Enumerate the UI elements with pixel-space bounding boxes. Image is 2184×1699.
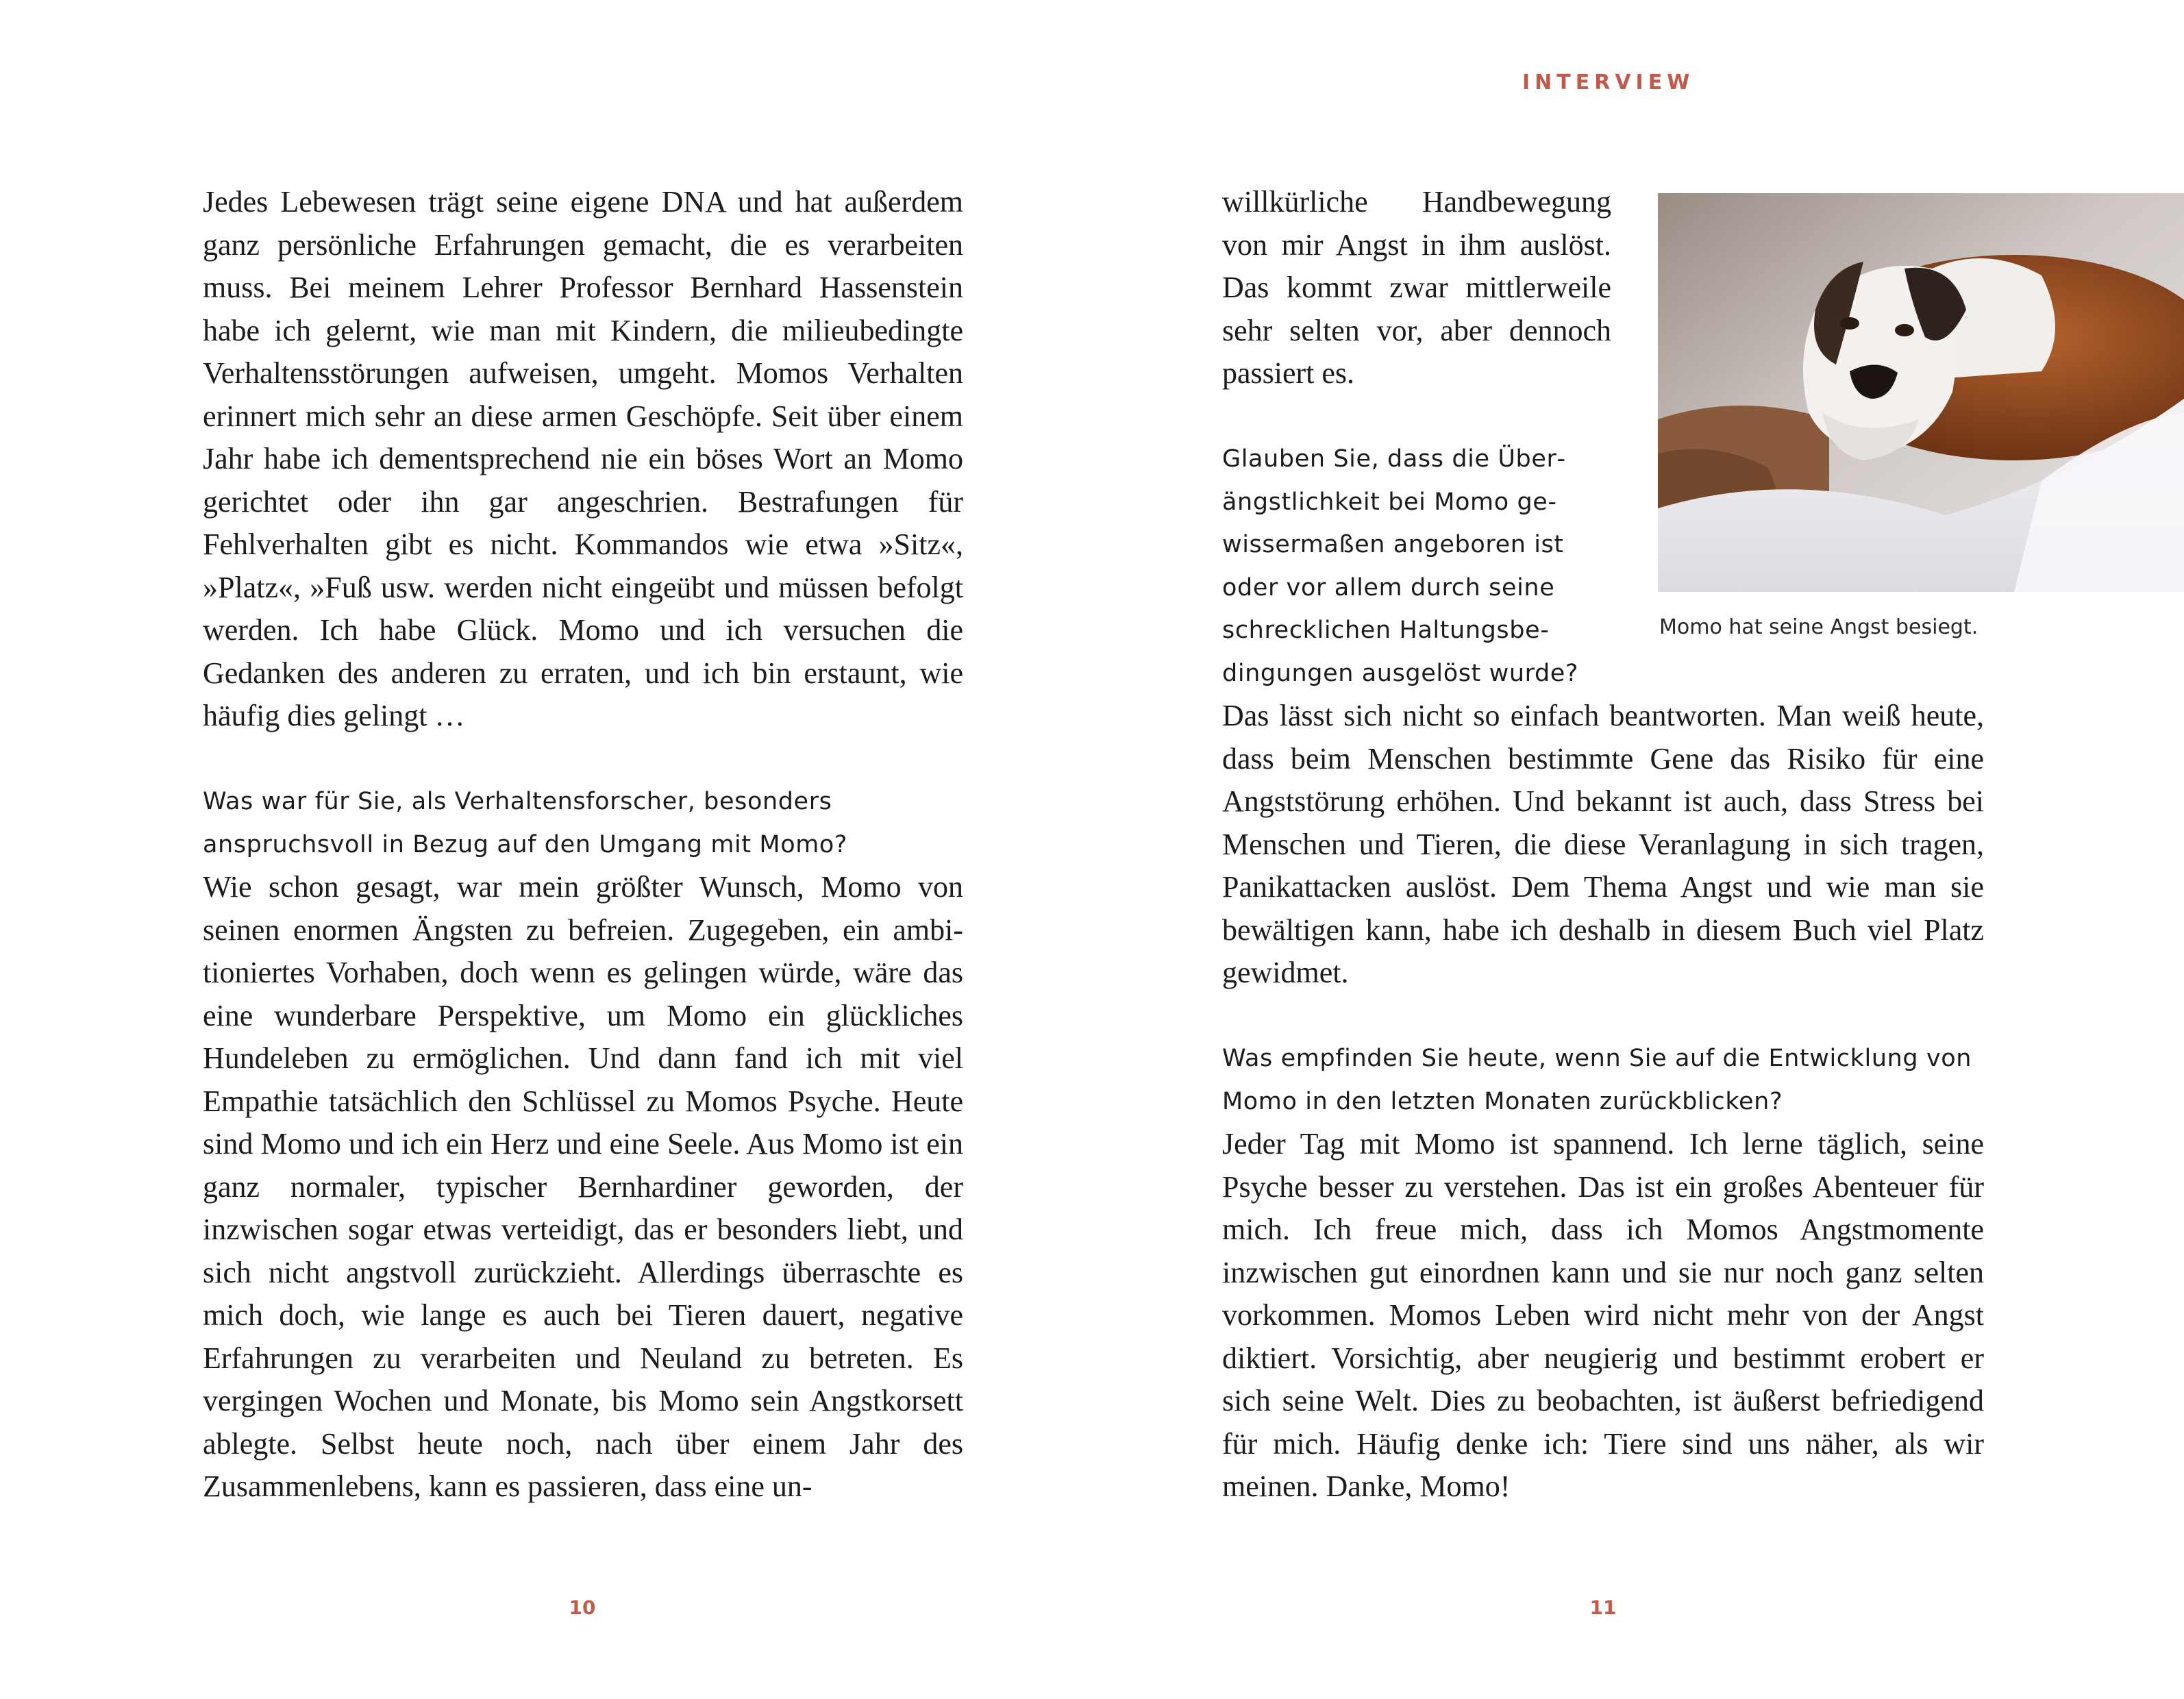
page-number-left: 10 [569,1596,596,1619]
left-interview-question: Was war für Sie, als Verhaltensforscher, besonders anspruchsvoll in Bezug auf den Umgang mit Momo? [203,788,848,858]
right-interview-question-1: Glauben Sie, dass die Überängstlichkeit bei Momo gewissermaßen angeboren ist oder vor allem durch seine schrecklichen Haltungsbedingungen ausgelöst wurde? [1222,445,1579,687]
left-paragraph-1: Jedes Lebewesen trägt seine eigene DNA und hat außerdem ganz persönliche Erfahrungen gemacht, die es verarbeiten muss. Bei meinem Lehrer Professor Bernhard Hassenstein habe ich gelernt, wie man mit Kindern, die milieubedingte Verhaltensstörungen aufweisen, umgeht. Momos Verhalten erinnert mich sehr an diese armen Geschöpfe. Seit über einem Jahr habe ich dementsprechend nie ein böses Wort an Momo gerichtet oder ihn gar angeschrien. Bestrafungen für Fehlverhalten gibt es nicht. Kommandos wie etwa »Sitz«, »Platz«, »Fuß usw. werden nicht eingeübt und müssen befolgt werden. Ich habe Glück. Momo und ich versuchen die Gedanken des anderen zu erraten, und ich bin erstaunt, wie häufig dies gelingt … [203,185,963,732]
photo-caption: Momo hat seine Angst besiegt. [1659,615,1978,639]
right-page-narrow-column [1222,181,1611,695]
right-paragraph-continued: willkürliche Handbewegung von mir Angst in ihm auslöst. Das kommt zwar mittlerweile sehr selten vor, aber dennoch passiert es. [1222,185,1611,390]
saint-bernard-illustration [1658,193,2184,592]
right-interview-question-2: Was empfinden Sie heute, wenn Sie auf die Entwicklung von Momo in den letzten Monaten zurückblicken? [1222,1045,1972,1115]
running-head: INTERVIEW [1522,71,1695,95]
page-number-right: 11 [1589,1596,1617,1619]
right-page-full-column [1222,695,1984,1509]
right-answer-2: Jeder Tag mit Momo ist spannend. Ich lerne täglich, seine Psyche besser zu verstehen. Das ist ein großes Abenteuer für mich. Ich freue mich, dass ich Momos Angstmomente inzwischen gut einordnen kann und sie nur noch ganz selten vorkommen. Momos Leben wird nicht mehr von der Angst diktiert. Vorsichtig, aber neugierig und bestimmt erobert er sich seine Welt. Dies zu beobachten, ist äußerst befriedigend für mich. Häufig denke ich: Tiere sind uns näher, als wir meinen. Danke, Momo! [1222,1127,1984,1503]
dog-photo [1658,193,2184,592]
left-page-column [203,181,963,1509]
left-paragraph-2: Wie schon gesagt, war mein größter Wunsch, Momo von seinen enormen Ängsten zu befreien. Zugegeben, ein ambitioniertes Vorhaben, doch wenn es gelingen würde, wäre das eine wunderbare Perspektive, um Momo ein glückliches Hundeleben zu ermöglichen. Und dann fand ich mit viel Empathie tatsächlich den Schlüssel zu Momos Psyche. Heute sind Momo und ich ein Herz und eine Seele. Aus Momo ist ein ganz normaler, typischer Bernhardiner geworden, der inzwischen sogar etwas verteidigt, das er besonders liebt, und sich nicht angstvoll zurückzieht. Allerdings überraschte es mich doch, wie lange es auch bei Tieren dauert, negative Erfahrungen zu verarbeiten und Neuland zu betreten. Es vergingen Wochen und Monate, bis Momo sein Angstkorsett ablegte. Selbst heute noch, nach über einem Jahr des Zusammenlebens, kann es passieren, dass eine un- [203,870,963,1503]
right-answer-1: Das lässt sich nicht so einfach beantworten. Man weiß heute, dass beim Menschen bestimmte Gene das Risiko für eine Angststörung erhöhen. Und bekannt ist auch, dass Stress bei Menschen und Tieren, die diese Veranlagung in sich tragen, Panikattacken auslöst. Dem Thema Angst und wie man sie bewältigen kann, habe ich deshalb in diesem Buch viel Platz gewidmet. [1222,699,1984,989]
